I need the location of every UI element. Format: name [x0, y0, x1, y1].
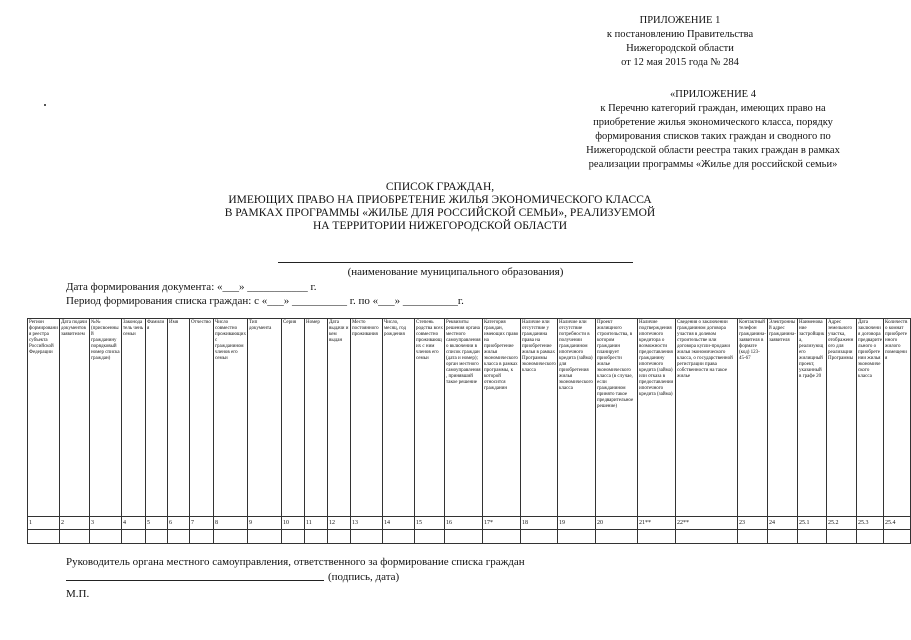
column-number: 3 — [90, 517, 122, 530]
column-header: Категория граждан, имеющих право на приобретение жилья экономического класса в рамках программы, к которой относится гражданин — [483, 319, 521, 517]
empty-cell[interactable] — [90, 530, 122, 544]
appendix-4-header — [548, 88, 878, 172]
stamp-place: М.П. — [66, 588, 90, 600]
empty-cell[interactable] — [60, 530, 90, 544]
column-header: Отчество — [190, 319, 214, 517]
column-number: 2 — [60, 517, 90, 530]
column-header: Реквизиты решения органа местного самоуправления о включении в список граждан (дата и номер); орган местного самоуправления, принявший такое решение — [445, 319, 483, 517]
column-number-row — [28, 517, 911, 530]
empty-cell[interactable] — [282, 530, 305, 544]
column-header: Серия — [282, 319, 305, 517]
column-number: 24 — [768, 517, 798, 530]
empty-cell[interactable] — [248, 530, 282, 544]
column-header: Номер — [305, 319, 328, 517]
column-header: Число, месяц, год рождения — [383, 319, 415, 517]
appendix-1-line: от 12 мая 2015 года № 284 — [621, 57, 739, 68]
appendix-1-line: ПРИЛОЖЕНИЕ 1 — [639, 15, 721, 26]
column-header: Регион формирования реестра субъекта Российской Федерации — [28, 319, 60, 517]
title-line: СПИСОК ГРАЖДАН, — [385, 181, 495, 193]
column-number: 9 — [248, 517, 282, 530]
municipality-label: (наименование муниципального образования) — [347, 266, 564, 278]
column-header: Степень родства всех совместно проживающих с ним членов его семьи — [415, 319, 445, 517]
column-header: Сведения о заключении гражданином договора участия в долевом строительстве или договора купли-продажи жилья экономического класса, о государственной регистрации права собственности на такое жилье — [676, 319, 738, 517]
column-number: 20 — [596, 517, 638, 530]
empty-cell[interactable] — [305, 530, 328, 544]
appendix-4-line: к Перечню категорий граждан, имеющих право на — [600, 103, 826, 114]
title-line: ИМЕЮЩИХ ПРАВО НА ПРИОБРЕТЕНИЕ ЖИЛЬЯ ЭКОНОМИЧЕСКОГО КЛАССА — [228, 194, 652, 206]
empty-cell[interactable] — [483, 530, 521, 544]
empty-cell[interactable] — [168, 530, 190, 544]
empty-cell[interactable] — [676, 530, 738, 544]
column-header: Наименование застройщика, реализующего жилищный проект, указанный в графе 20 — [798, 319, 827, 517]
signature-caption: (подпись, дата) — [328, 571, 400, 583]
empty-cell[interactable] — [798, 530, 827, 544]
signature-blank-line — [66, 580, 324, 581]
empty-cell[interactable] — [596, 530, 638, 544]
column-number: 25.4 — [884, 517, 911, 530]
empty-cell[interactable] — [122, 530, 146, 544]
empty-cell[interactable] — [146, 530, 168, 544]
column-number: 15 — [415, 517, 445, 530]
signature-title: Руководитель органа местного самоуправления, ответственного за формирование списка граждан — [66, 556, 525, 568]
empty-cell[interactable] — [214, 530, 248, 544]
column-header: Наличие или отсутствие у гражданина права на приобретение жилья в рамках Программы экономического класса — [521, 319, 558, 517]
empty-cell[interactable] — [190, 530, 214, 544]
empty-row — [28, 530, 911, 544]
column-header: Адрес земельного участка, отображенного для реализации Программы — [827, 319, 857, 517]
column-number: 19 — [558, 517, 596, 530]
column-number: 14 — [383, 517, 415, 530]
empty-cell[interactable] — [857, 530, 884, 544]
column-number: 1 — [28, 517, 60, 530]
document-title — [180, 181, 700, 233]
title-line: НА ТЕРРИТОРИИ НИЖЕГОРОДСКОЙ ОБЛАСТИ — [312, 220, 568, 232]
header-row — [28, 319, 911, 517]
column-header: Проект жилищного строительства, в котором гражданин планирует приобрести жилье экономического класса (в случае, если гражданином принято такое предварительное решение) — [596, 319, 638, 517]
appendix-4-line: реализации программы «Жилье для российской семьи» — [588, 159, 838, 170]
column-number: 16 — [445, 517, 483, 530]
column-header: Место постоянного проживания — [351, 319, 383, 517]
list-period-line: Период формирования списка граждан: с «___» __________ г. по «___» __________г. — [66, 295, 464, 307]
column-number: 13 — [351, 517, 383, 530]
appendix-1-line: Нижегородской области — [626, 43, 734, 54]
column-number: 21** — [638, 517, 676, 530]
scan-mark — [44, 104, 46, 106]
empty-cell[interactable] — [328, 530, 351, 544]
title-line: В РАМКАХ ПРОГРАММЫ «ЖИЛЬЕ ДЛЯ РОССИЙСКОЙ СЕМЬИ», РЕАЛИЗУЕМОЙ — [224, 207, 656, 219]
column-number: 11 — [305, 517, 328, 530]
column-number: 10 — [282, 517, 305, 530]
column-header: Контактный телефон гражданина-заявителя в формате (код) 123-45-67 — [738, 319, 768, 517]
empty-cell[interactable] — [351, 530, 383, 544]
appendix-4-line: приобретение жилья экономического класса, порядку — [593, 117, 833, 128]
column-number: 8 — [214, 517, 248, 530]
column-number: 5 — [146, 517, 168, 530]
column-header: Количество комнат приобретенного жилого помещения — [884, 319, 911, 517]
empty-cell[interactable] — [768, 530, 798, 544]
column-number: 25.1 — [798, 517, 827, 530]
column-header: Электронный адрес гражданина-заявителя — [768, 319, 798, 517]
column-number: 22** — [676, 517, 738, 530]
empty-cell[interactable] — [28, 530, 60, 544]
column-header: №№ (присвоенный гражданину порядковый номер списка граждан) — [90, 319, 122, 517]
empty-cell[interactable] — [521, 530, 558, 544]
empty-cell[interactable] — [558, 530, 596, 544]
column-number: 18 — [521, 517, 558, 530]
column-header: Законодатель чень семьи — [122, 319, 146, 517]
column-number: 25.2 — [827, 517, 857, 530]
citizens-list-table — [27, 318, 911, 544]
appendix-4-line: «ПРИЛОЖЕНИЕ 4 — [670, 89, 756, 100]
appendix-4-line: Нижегородской области реестра таких граждан в рамках — [586, 145, 840, 156]
municipality-blank-line — [278, 262, 633, 263]
column-header: Число совместно проживающих с гражданином членов его семьи — [214, 319, 248, 517]
appendix-4-line: формирования списков таких граждан и сводного по — [595, 131, 831, 142]
empty-cell[interactable] — [445, 530, 483, 544]
appendix-1-line: к постановлению Правительства — [606, 29, 754, 40]
empty-cell[interactable] — [738, 530, 768, 544]
column-number: 7 — [190, 517, 214, 530]
column-header: Наличие подтверждения ипотечного кредитора о возможности предоставления гражданину ипотечного кредита (займа) или отказа в предоставлении ипотечного кредита (займа) — [638, 319, 676, 517]
column-number: 23 — [738, 517, 768, 530]
column-number: 12 — [328, 517, 351, 530]
empty-cell[interactable] — [827, 530, 857, 544]
document-date-line: Дата формирования документа: «___» ___________ г. — [66, 281, 317, 293]
column-header: Фамилия — [146, 319, 168, 517]
empty-cell[interactable] — [383, 530, 415, 544]
column-header: Дата заключения договора предварительного о приобретении жилья экономического класса — [857, 319, 884, 517]
appendix-1-header — [580, 14, 780, 70]
empty-cell[interactable] — [638, 530, 676, 544]
column-header: Дата подачи документов заявителем — [60, 319, 90, 517]
column-number: 4 — [122, 517, 146, 530]
column-number: 6 — [168, 517, 190, 530]
empty-cell[interactable] — [884, 530, 911, 544]
column-header: Тип документа — [248, 319, 282, 517]
column-header: Наличие или отсутствие потребности в получении гражданином ипотечного кредита (займа) для приобретения жилья экономического класса — [558, 319, 596, 517]
column-header: Имя — [168, 319, 190, 517]
column-header: Дата выдачи и кем выдан — [328, 319, 351, 517]
column-number: 25.3 — [857, 517, 884, 530]
column-number: 17* — [483, 517, 521, 530]
empty-cell[interactable] — [415, 530, 445, 544]
